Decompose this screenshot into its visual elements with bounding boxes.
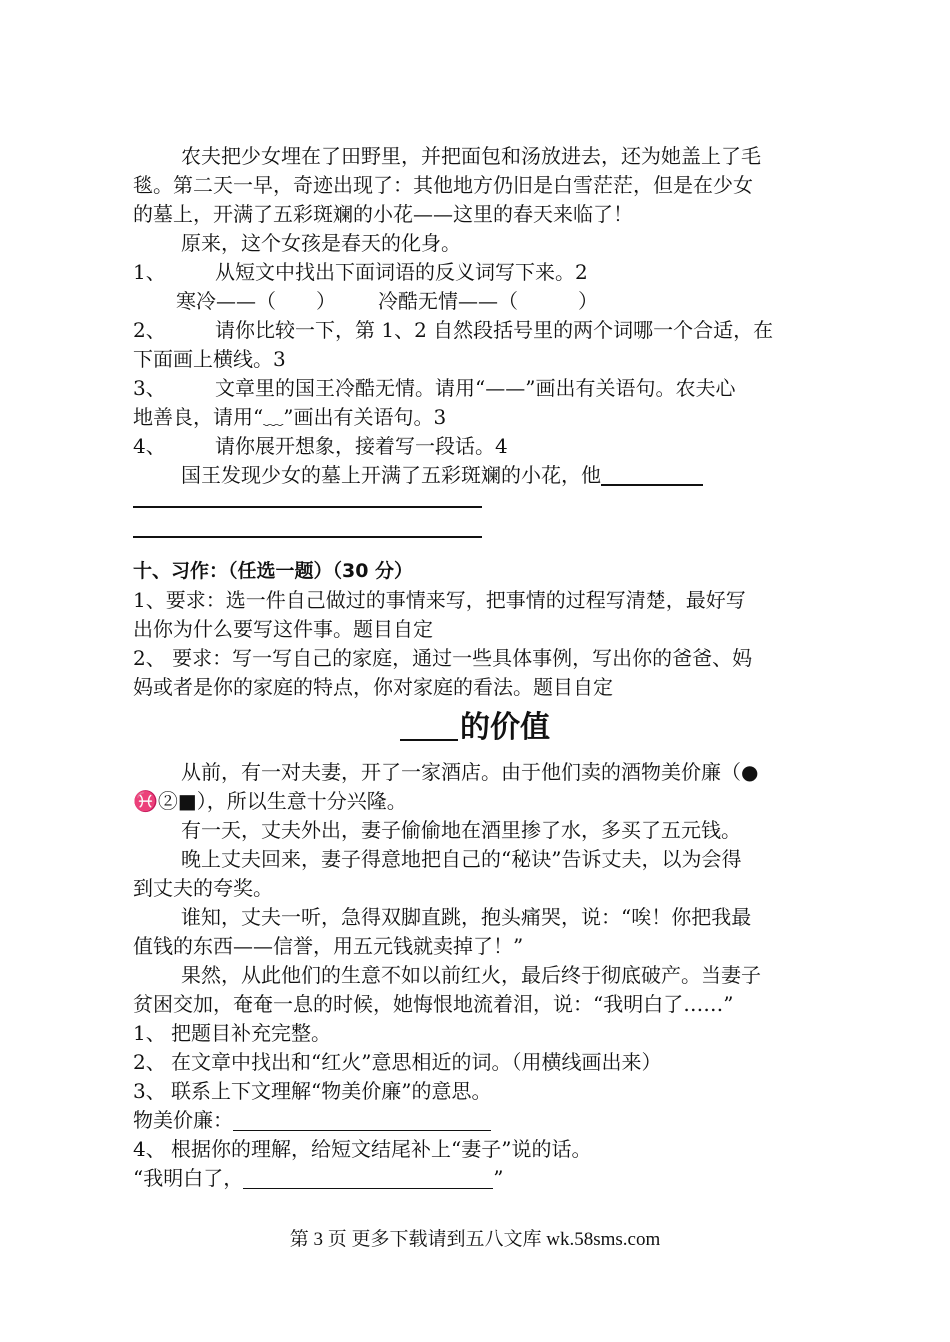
story-paragraph-line: 值钱的东西——信誉，用五元钱就卖掉了！” xyxy=(133,934,524,958)
question-1 xyxy=(133,258,833,286)
answer-line[interactable] xyxy=(133,506,482,508)
question-3 xyxy=(133,374,833,402)
quote-close: ” xyxy=(493,1166,504,1190)
question-text: 根据你的理解，给短文结尾补上“妻子”说的话。 xyxy=(171,1137,592,1161)
section-heading: 十、习作：（任选一题）（30 分） xyxy=(133,560,414,582)
antonym-pairs xyxy=(176,287,876,315)
question-4 xyxy=(133,1135,833,1163)
story-paragraph-line: 从前，有一对夫妻，开了一家酒店。由于他们卖的酒物美价廉（● xyxy=(181,760,759,784)
question-number: 2、 xyxy=(133,1050,166,1074)
story-paragraph-line: 的墓上，开满了五彩斑斓的小花——这里的春天来临了！ xyxy=(133,202,633,226)
definition-label: 物美价廉： xyxy=(133,1108,233,1132)
question-1 xyxy=(133,1019,833,1047)
question-2 xyxy=(133,1048,833,1076)
question-text: 请你展开想象，接着写一段话。4 xyxy=(215,434,508,458)
quote-answer-blank[interactable] xyxy=(243,1166,493,1189)
story-paragraph-line: 有一天，丈夫外出，妻子偷偷地在酒里掺了水，多买了五元钱。 xyxy=(181,818,741,842)
question-text: 文章里的国王冷酷无情。请用“——”画出有关语句。农夫心 xyxy=(215,376,736,400)
story-paragraph-line: 贫困交加，奄奄一息的时候，她悔恨地流着泪，说：“我明白了……” xyxy=(133,992,734,1016)
question-number: 4、 xyxy=(133,434,166,458)
page-footer: 第 3 页 更多下载请到五八文库 wk.58sms.com xyxy=(289,1229,661,1250)
question-number: 3、 xyxy=(133,1079,166,1103)
title-blank[interactable] xyxy=(400,709,458,741)
prompt-text: 国王发现少女的墓上开满了五彩斑斓的小花，他 xyxy=(181,463,601,487)
story-title xyxy=(0,708,950,748)
question-text-cont: 下面画上横线。3 xyxy=(133,347,286,371)
story-paragraph-line: 到丈夫的夸奖。 xyxy=(133,876,273,900)
writing-item-2: 2、 要求：写一写自己的家庭，通过一些具体事例，写出你的爸爸、妈 xyxy=(133,646,753,670)
story-paragraph-line: 原来，这个女孩是春天的化身。 xyxy=(181,231,461,255)
question-number: 1、 xyxy=(133,1021,166,1045)
story-paragraph-line: 谁知，丈夫一听，急得双脚直跳，抱头痛哭，说：“唉！你把我最 xyxy=(181,905,752,929)
quote-row xyxy=(133,1164,833,1192)
story-paragraph-line: 毯。第二天一早，奇迹出现了：其他地方仍旧是白雪茫茫，但是在少女 xyxy=(133,173,753,197)
story-paragraph-line: ♓②■），所以生意十分兴隆。 xyxy=(133,789,407,813)
question-2 xyxy=(133,316,833,344)
story-paragraph-line: 晚上丈夫回来，妻子得意地把自己的“秘诀”告诉丈夫，以为会得 xyxy=(181,847,742,871)
question-number: 4、 xyxy=(133,1137,166,1161)
writing-item-2-cont: 妈或者是你的家庭的特点，你对家庭的看法。题目自定 xyxy=(133,675,613,699)
writing-item-1-cont: 出你为什么要写这件事。题目自定 xyxy=(133,617,433,641)
question-text: 联系上下文理解“物美价廉”的意思。 xyxy=(171,1079,492,1103)
question-text: 从短文中找出下面词语的反义词写下来。2 xyxy=(215,260,588,284)
question-number: 1、 xyxy=(133,260,166,284)
quote-open: “我明白了， xyxy=(133,1166,244,1190)
question-text: 把题目补充完整。 xyxy=(171,1021,331,1045)
writing-item-1: 1、要求：选一件自己做过的事情来写，把事情的过程写清楚，最好写 xyxy=(133,588,746,612)
answer-line[interactable] xyxy=(133,536,482,538)
question-4 xyxy=(133,432,833,460)
definition-answer-blank[interactable] xyxy=(233,1108,491,1131)
question-number: 3、 xyxy=(133,376,166,400)
antonym-pair: 冷酷无情——（ ） xyxy=(378,289,598,313)
definition-row xyxy=(133,1106,833,1134)
antonym-pair: 寒冷——（ ） xyxy=(176,289,336,313)
question-3 xyxy=(133,1077,833,1105)
answer-blank[interactable] xyxy=(601,462,703,486)
question-number: 2、 xyxy=(133,318,166,342)
question-text: 请你比较一下，第 1、2 自然段括号里的两个词哪一个合适，在 xyxy=(215,318,774,342)
title-text: 的价值 xyxy=(460,710,550,745)
story-paragraph-line: 果然，从此他们的生意不如以前红火，最后终于彻底破产。当妻子 xyxy=(181,963,761,987)
question-text: 在文章中找出和“红火”意思相近的词。（用横线画出来） xyxy=(171,1050,662,1074)
continuation-prompt xyxy=(181,461,881,489)
question-text-cont: 地善良，请用“﹏”画出有关语句。3 xyxy=(133,405,447,429)
story-paragraph-line: 农夫把少女埋在了田野里，并把面包和汤放进去，还为她盖上了毛 xyxy=(181,144,761,168)
